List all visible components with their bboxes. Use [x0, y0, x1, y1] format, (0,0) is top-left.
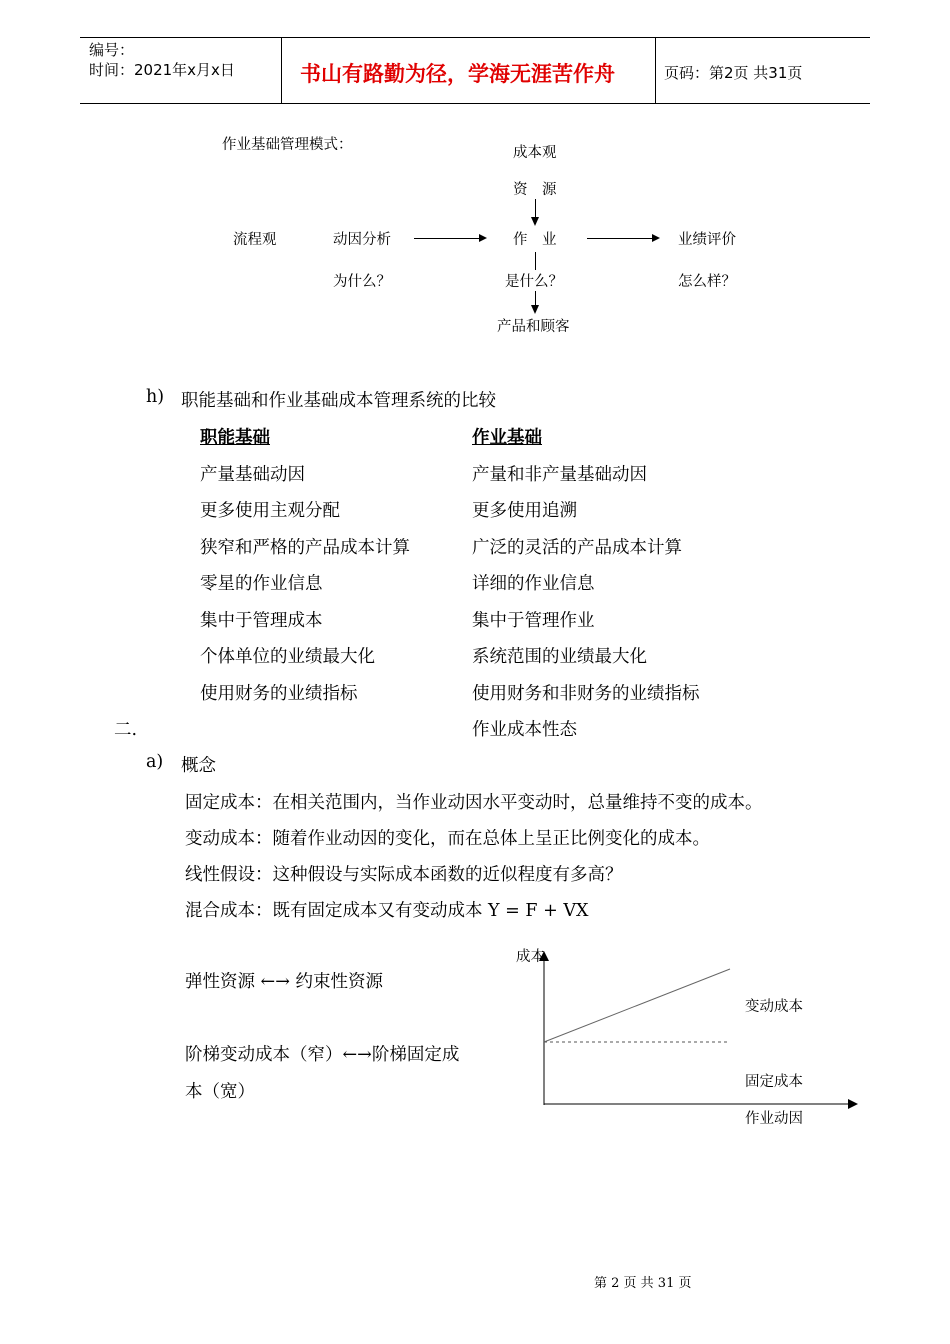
- diagram-resource: 资 源: [513, 182, 557, 198]
- chart-y-label: 成本: [516, 949, 545, 965]
- elastic-resource-text: 弹性资源 ←→ 约束性资源: [185, 972, 383, 992]
- comparison-right-item: 广泛的灵活的产品成本计算: [472, 538, 682, 558]
- comparison-right-item: 更多使用追溯: [472, 501, 577, 521]
- comparison-right-item: 系统范围的业绩最大化: [472, 647, 647, 667]
- diagram-how: 怎么样？: [678, 274, 736, 290]
- comparison-heading: 职能基础和作业基础成本管理系统的比较: [181, 391, 496, 411]
- chart-x-label: 作业动因: [745, 1111, 803, 1127]
- comparison-right-item: 详细的作业信息: [472, 574, 595, 594]
- comparison-right-item: 产量和非产量基础动因: [472, 465, 647, 485]
- comparison-right-item: 集中于管理作业: [472, 611, 595, 631]
- diagram-process-view: 流程观: [233, 232, 277, 248]
- header-bottom-rule: [80, 103, 870, 104]
- concept-line: 变动成本：随着作业动因的变化，而在总体上呈正比例变化的成本。: [185, 829, 710, 849]
- diagram-why: 为什么？: [333, 274, 391, 290]
- cost-chart-svg: [530, 945, 870, 1120]
- diagram-cost-view: 成本观: [513, 145, 557, 161]
- comparison-marker: h): [146, 387, 165, 407]
- header-divider-2: [655, 37, 656, 104]
- comparison-left-item: 更多使用主观分配: [200, 501, 340, 521]
- comparison-left-item: 集中于管理成本: [200, 611, 323, 631]
- comparison-left-item: 个体单位的业绩最大化: [200, 647, 375, 667]
- header-date-label: 时间：2021年x月x日: [89, 61, 235, 79]
- header-divider-1: [281, 37, 282, 104]
- header-motto: 书山有路勤为径，学海无涯苦作舟: [300, 61, 615, 86]
- subsection-marker: a): [146, 752, 164, 772]
- concept-line: 线性假设：这种假设与实际成本函数的近似程度有多高？: [185, 865, 623, 885]
- diagram-activity: 作 业: [513, 232, 557, 248]
- chart-fixed-label: 固定成本: [745, 1074, 803, 1090]
- concept-line: 固定成本：在相关范围内，当作业动因水平变动时，总量维持不变的成本。: [185, 793, 763, 813]
- x-axis-arrow: [848, 1099, 858, 1109]
- diagram-performance-eval: 业绩评价: [678, 232, 736, 248]
- step-cost-text-line2: 本（宽）: [185, 1082, 255, 1102]
- step-cost-text-line1: 阶梯变动成本（窄）←→阶梯固定成: [185, 1045, 460, 1065]
- diagram-what: 是什么？: [505, 270, 563, 291]
- footer-page-number: 第 2 页 共 31 页: [594, 1276, 692, 1291]
- concept-line: 混合成本：既有固定成本又有变动成本 Y = F + VX: [185, 901, 589, 921]
- variable-cost-line: [544, 969, 730, 1042]
- comparison-right-item: 使用财务和非财务的业绩指标: [472, 684, 700, 704]
- col-left-header: 职能基础: [200, 428, 270, 448]
- section-number: 二.: [114, 720, 138, 740]
- comparison-left-item: 狭窄和严格的产品成本计算: [200, 538, 410, 558]
- arrow-right-activity-to-performance: [587, 238, 658, 239]
- diagram-driver-analysis: 动因分析: [333, 232, 391, 248]
- subsection-title: 概念: [181, 756, 216, 776]
- diagram-title: 作业基础管理模式：: [222, 137, 353, 153]
- section-title: 作业成本性态: [472, 720, 577, 740]
- comparison-left-item: 使用财务的业绩指标: [200, 684, 358, 704]
- arrow-right-driver-to-activity: [414, 238, 485, 239]
- col-right-header: 作业基础: [472, 428, 542, 448]
- header-top-rule: [80, 37, 870, 38]
- diagram-products-customers: 产品和顾客: [497, 319, 570, 335]
- chart-variable-label: 变动成本: [745, 999, 803, 1015]
- arrow-down-resource-to-activity: [535, 199, 536, 224]
- header-number-label: 编号：: [89, 41, 135, 59]
- comparison-left-item: 零星的作业信息: [200, 574, 323, 594]
- comparison-left-item: 产量基础动因: [200, 465, 305, 485]
- header-page-info: 页码：第2页 共31页: [664, 64, 803, 82]
